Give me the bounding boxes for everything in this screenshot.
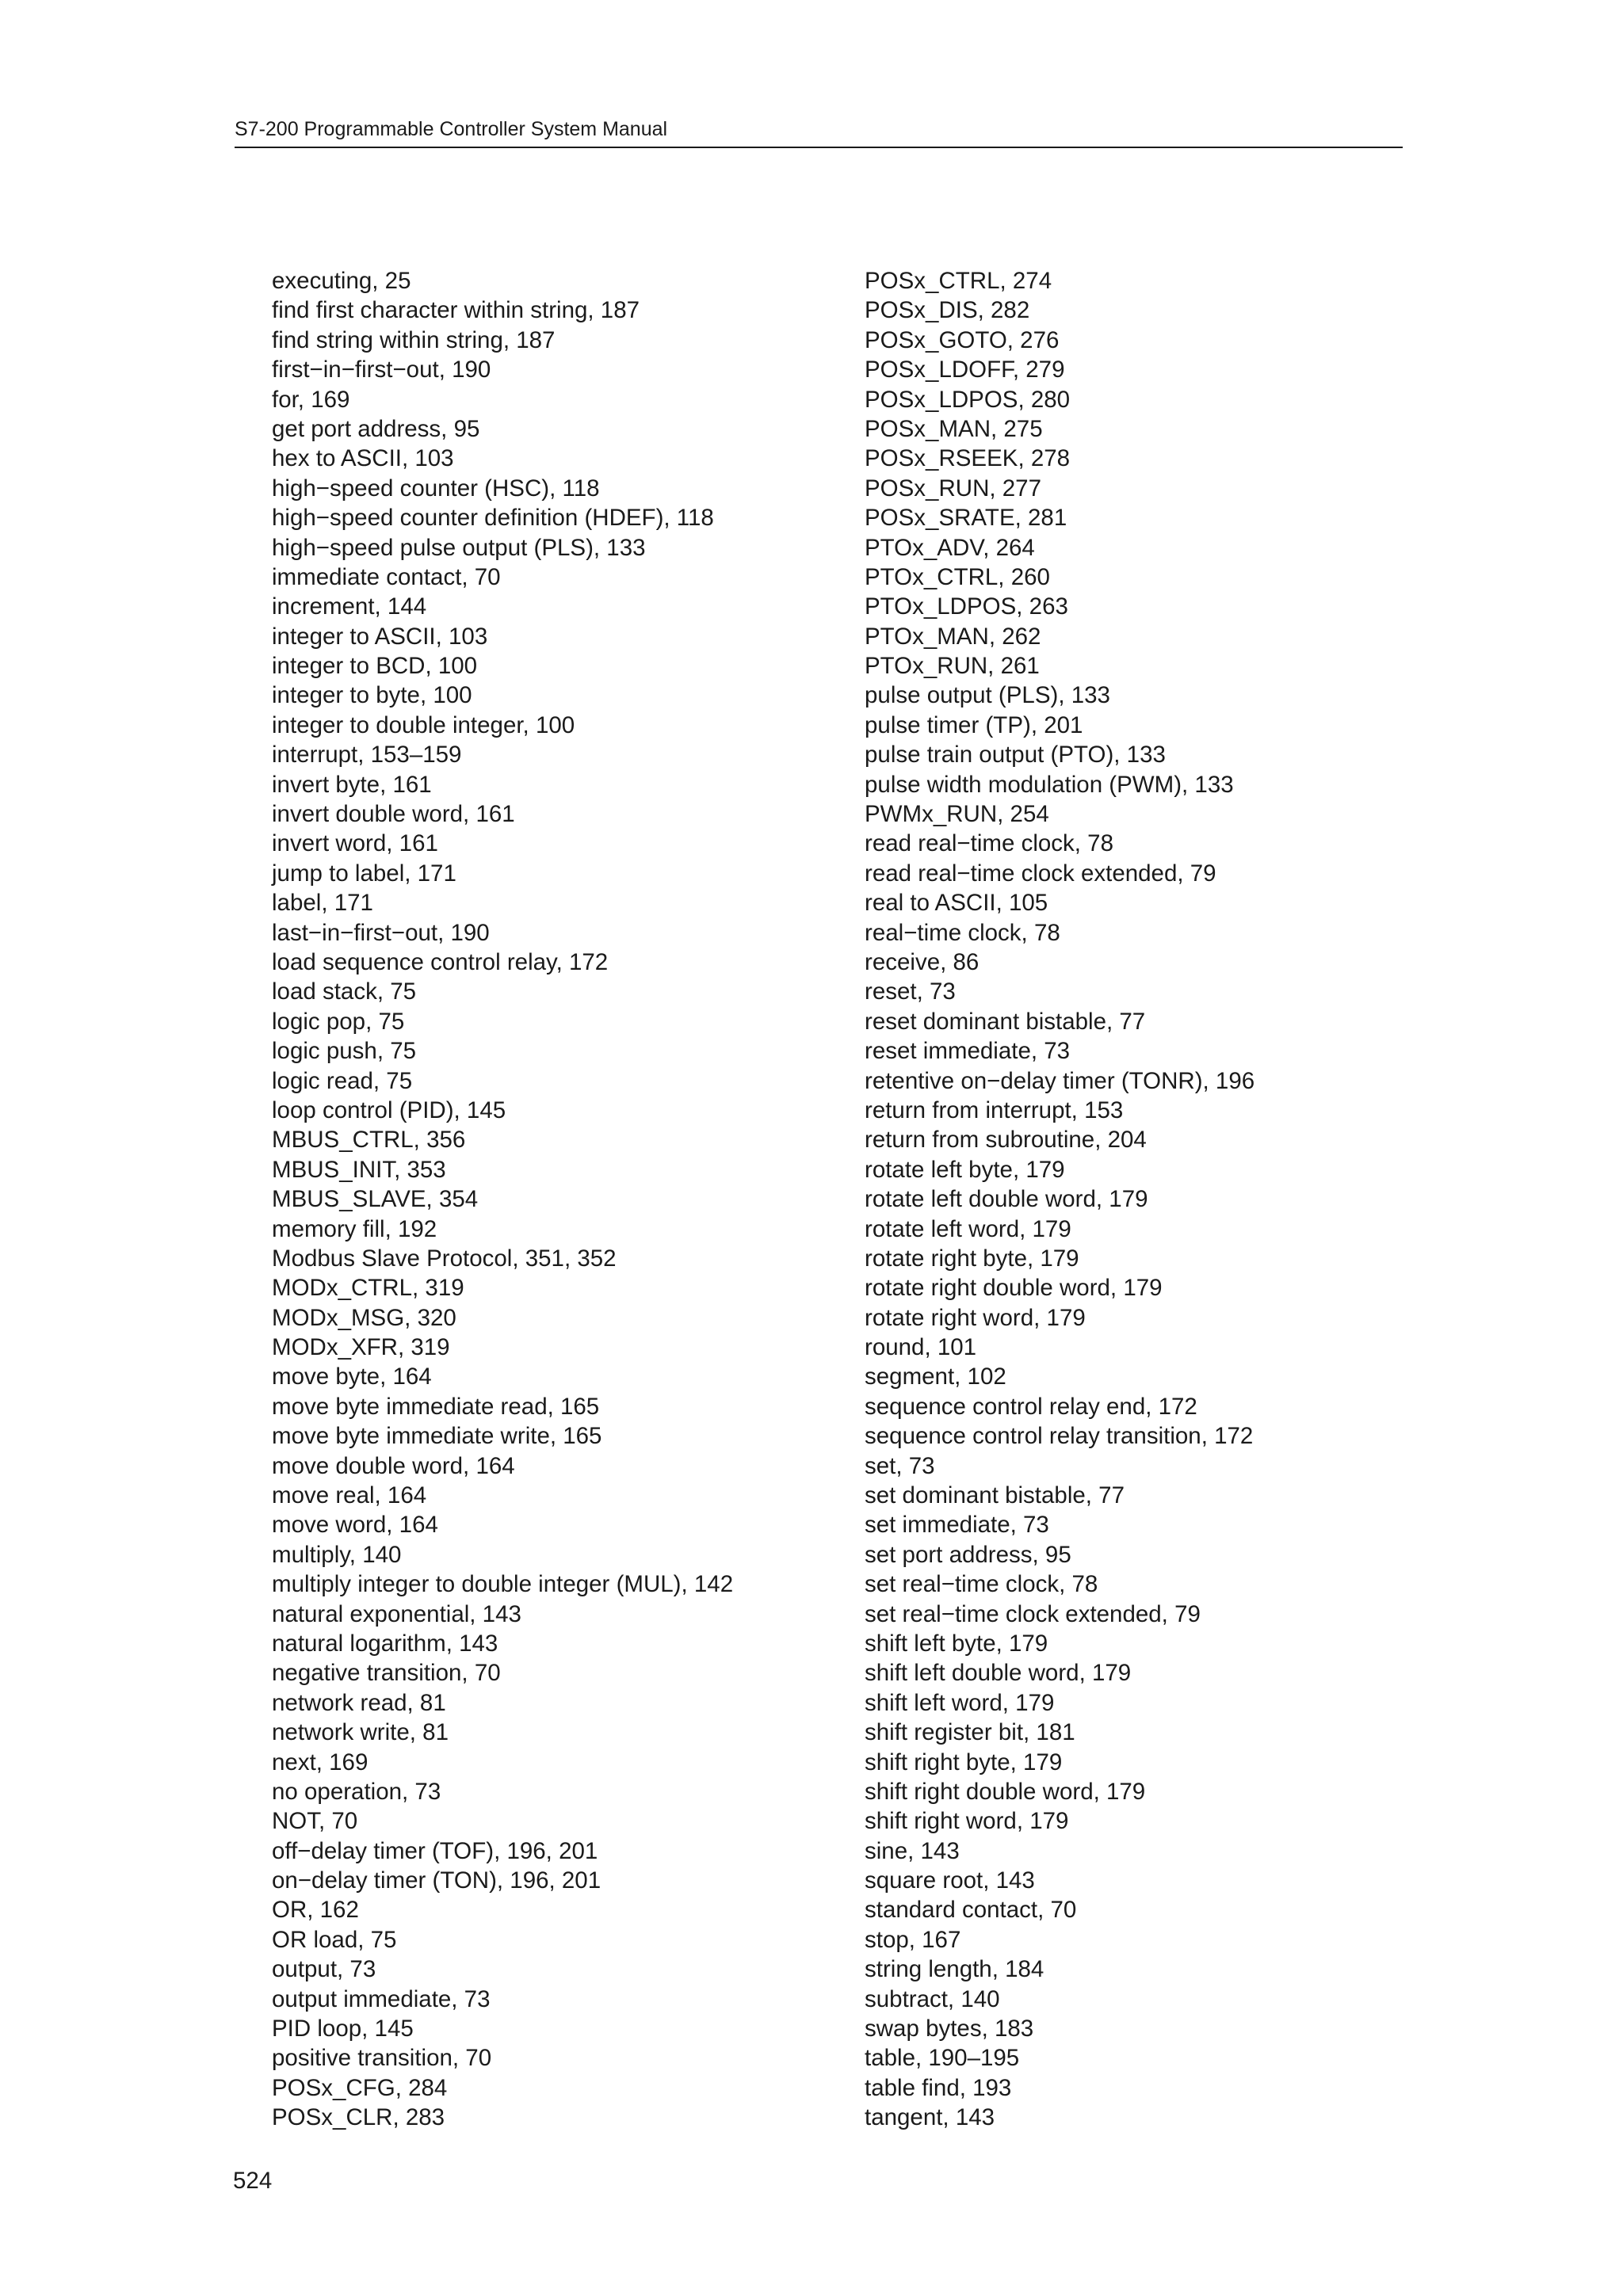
- index-entry: natural exponential, 143: [272, 1600, 521, 1627]
- index-entry: rotate right word, 179: [865, 1304, 1086, 1331]
- index-entry: integer to byte, 100: [272, 682, 472, 709]
- index-entry: output, 73: [272, 1956, 376, 1983]
- index-entry: get port address, 95: [272, 415, 480, 442]
- index-entry: hex to ASCII, 103: [272, 445, 454, 472]
- index-entry: POSx_CTRL, 274: [865, 268, 1052, 294]
- index-entry: shift right double word, 179: [865, 1778, 1146, 1805]
- index-entry: shift right byte, 179: [865, 1749, 1063, 1775]
- index-entry: MBUS_SLAVE, 354: [272, 1186, 479, 1213]
- index-entry: next, 169: [272, 1749, 369, 1775]
- index-entry: POSx_RSEEK, 278: [865, 445, 1071, 472]
- index-entry: sequence control relay end, 172: [865, 1393, 1197, 1420]
- index-entry: label, 171: [272, 890, 373, 917]
- index-column-right: [865, 266, 1254, 2133]
- index-entry: rotate left word, 179: [865, 1215, 1071, 1242]
- index-entry: return from interrupt, 153: [865, 1097, 1124, 1123]
- index-entry: table find, 193: [865, 2074, 1012, 2101]
- index-entry: network read, 81: [272, 1689, 446, 1716]
- index-entry: pulse width modulation (PWM), 133: [865, 771, 1234, 798]
- index-entry: shift right word, 179: [865, 1808, 1069, 1835]
- index-entry: swap bytes, 183: [865, 2016, 1034, 2042]
- index-entry: OR load, 75: [272, 1926, 397, 1953]
- index-entry: tangent, 143: [865, 2104, 995, 2131]
- index-entry: sequence control relay transition, 172: [865, 1423, 1254, 1450]
- page-number: 524: [233, 2168, 273, 2194]
- index-entry: increment, 144: [272, 593, 427, 620]
- index-entry: stop, 167: [865, 1926, 961, 1953]
- index-entry: load stack, 75: [272, 978, 417, 1005]
- index-entry: POSx_MAN, 275: [865, 415, 1043, 442]
- index-entry: POSx_GOTO, 276: [865, 326, 1060, 353]
- index-entry: reset immediate, 73: [865, 1038, 1071, 1065]
- index-entry: move real, 164: [272, 1482, 427, 1509]
- index-entry: real−time clock, 78: [865, 919, 1060, 946]
- index-entry: move byte immediate write, 165: [272, 1423, 602, 1450]
- index-entry: MODx_CTRL, 319: [272, 1275, 464, 1302]
- index-entry: find string within string, 187: [272, 326, 556, 353]
- index-entry: shift register bit, 181: [865, 1719, 1075, 1746]
- index-entry: interrupt, 153–159: [272, 742, 462, 769]
- index-entry: negative transition, 70: [272, 1660, 501, 1687]
- index-entry: PTOx_LDPOS, 263: [865, 593, 1068, 620]
- index-entry: first−in−first−out, 190: [272, 357, 491, 383]
- index-entry: round, 101: [865, 1334, 977, 1361]
- index-entry: PTOx_ADV, 264: [865, 534, 1035, 561]
- header-divider: [235, 147, 1403, 148]
- index-entry: high−speed counter definition (HDEF), 118: [272, 505, 714, 532]
- index-entry: jump to label, 171: [272, 860, 456, 887]
- index-entry: rotate right double word, 179: [865, 1275, 1163, 1302]
- index-entry: POSx_DIS, 282: [865, 297, 1030, 324]
- index-entry: subtract, 140: [865, 1985, 1000, 2012]
- index-entry: shift left word, 179: [865, 1689, 1055, 1716]
- index-entry: move byte, 164: [272, 1363, 432, 1390]
- index-entry: output immediate, 73: [272, 1985, 491, 2012]
- index-entry: executing, 25: [272, 268, 411, 294]
- index-entry: sine, 143: [865, 1837, 960, 1864]
- index-entry: natural logarithm, 143: [272, 1630, 498, 1657]
- index-entry: MBUS_CTRL, 356: [272, 1127, 466, 1154]
- index-entry: loop control (PID), 145: [272, 1097, 506, 1123]
- index-entry: high−speed pulse output (PLS), 133: [272, 534, 646, 561]
- index-entry: PTOx_RUN, 261: [865, 653, 1040, 680]
- index-entry: find first character within string, 187: [272, 297, 640, 324]
- index-entry: positive transition, 70: [272, 2045, 492, 2072]
- index-entry: POSx_CLR, 283: [272, 2104, 445, 2131]
- index-entry: table, 190–195: [865, 2045, 1020, 2072]
- index-entry: square root, 143: [865, 1867, 1035, 1894]
- index-entry: reset, 73: [865, 978, 956, 1005]
- index-entry: MBUS_INIT, 353: [272, 1156, 446, 1183]
- index-entry: integer to ASCII, 103: [272, 623, 488, 650]
- index-entry: shift left byte, 179: [865, 1630, 1048, 1657]
- index-entry: segment, 102: [865, 1363, 1006, 1390]
- index-entry: PTOx_CTRL, 260: [865, 563, 1050, 590]
- index-entry: high−speed counter (HSC), 118: [272, 475, 600, 502]
- index-entry: MODx_MSG, 320: [272, 1304, 456, 1331]
- index-entry: move word, 164: [272, 1512, 438, 1539]
- index-entry: retentive on−delay timer (TONR), 196: [865, 1067, 1255, 1094]
- index-entry: multiply, 140: [272, 1541, 402, 1568]
- index-entry: integer to double integer, 100: [272, 711, 575, 738]
- index-entry: invert double word, 161: [272, 801, 515, 828]
- index-entry: memory fill, 192: [272, 1215, 437, 1242]
- index-entry: string length, 184: [865, 1956, 1044, 1983]
- index-entry: POSx_CFG, 284: [272, 2074, 448, 2101]
- index-entry: immediate contact, 70: [272, 563, 501, 590]
- index-entry: Modbus Slave Protocol, 351, 352: [272, 1245, 617, 1272]
- index-entry: move double word, 164: [272, 1452, 515, 1479]
- index-entry: no operation, 73: [272, 1778, 441, 1805]
- index-entry: for, 169: [272, 386, 350, 413]
- index-entry: last−in−first−out, 190: [272, 919, 490, 946]
- index-entry: PWMx_RUN, 254: [865, 801, 1049, 828]
- index-entry: move byte immediate read, 165: [272, 1393, 600, 1420]
- index-entry: invert byte, 161: [272, 771, 432, 798]
- index-entry: OR, 162: [272, 1897, 359, 1924]
- index-entry: set dominant bistable, 77: [865, 1482, 1125, 1509]
- index-entry: load sequence control relay, 172: [272, 948, 609, 975]
- index-entry: set immediate, 73: [865, 1512, 1049, 1539]
- index-entry: POSx_LDPOS, 280: [865, 386, 1071, 413]
- index-entry: logic push, 75: [272, 1038, 417, 1065]
- index-entry: shift left double word, 179: [865, 1660, 1132, 1687]
- index-entry: rotate left byte, 179: [865, 1156, 1065, 1183]
- index-entry: standard contact, 70: [865, 1897, 1077, 1924]
- index-entry: read real−time clock extended, 79: [865, 860, 1216, 887]
- page-header-title: S7-200 Programmable Controller System Manual: [235, 118, 668, 140]
- index-entry: set, 73: [865, 1452, 935, 1479]
- index-entry: logic read, 75: [272, 1067, 413, 1094]
- index-entry: read real−time clock, 78: [865, 830, 1113, 857]
- index-entry: set real−time clock extended, 79: [865, 1600, 1201, 1627]
- index-entry: off−delay timer (TOF), 196, 201: [272, 1837, 598, 1864]
- index-entry: receive, 86: [865, 948, 980, 975]
- index-entry: pulse output (PLS), 133: [865, 682, 1110, 709]
- index-entry: return from subroutine, 204: [865, 1127, 1147, 1154]
- index-entry: set port address, 95: [865, 1541, 1071, 1568]
- index-entry: logic pop, 75: [272, 1008, 405, 1035]
- index-entry: multiply integer to double integer (MUL), 142: [272, 1571, 734, 1598]
- index-entry: POSx_SRATE, 281: [865, 505, 1067, 532]
- index-entry: on−delay timer (TON), 196, 201: [272, 1867, 601, 1894]
- index-entry: rotate right byte, 179: [865, 1245, 1079, 1272]
- index-entry: PTOx_MAN, 262: [865, 623, 1041, 650]
- index-entry: reset dominant bistable, 77: [865, 1008, 1146, 1035]
- index-entry: pulse train output (PTO), 133: [865, 742, 1166, 769]
- index-entry: real to ASCII, 105: [865, 890, 1048, 917]
- index-entry: NOT, 70: [272, 1808, 358, 1835]
- index-entry: rotate left double word, 179: [865, 1186, 1148, 1213]
- index-entry: set real−time clock, 78: [865, 1571, 1098, 1598]
- index-entry: PID loop, 145: [272, 2016, 414, 2042]
- index-entry: MODx_XFR, 319: [272, 1334, 450, 1361]
- index-entry: network write, 81: [272, 1719, 449, 1746]
- index-entry: integer to BCD, 100: [272, 653, 478, 680]
- index-entry: POSx_LDOFF, 279: [865, 357, 1065, 383]
- index-column-left: [272, 266, 733, 2133]
- index-entry: invert word, 161: [272, 830, 438, 857]
- index-entry: pulse timer (TP), 201: [865, 711, 1083, 738]
- index-entry: POSx_RUN, 277: [865, 475, 1041, 502]
